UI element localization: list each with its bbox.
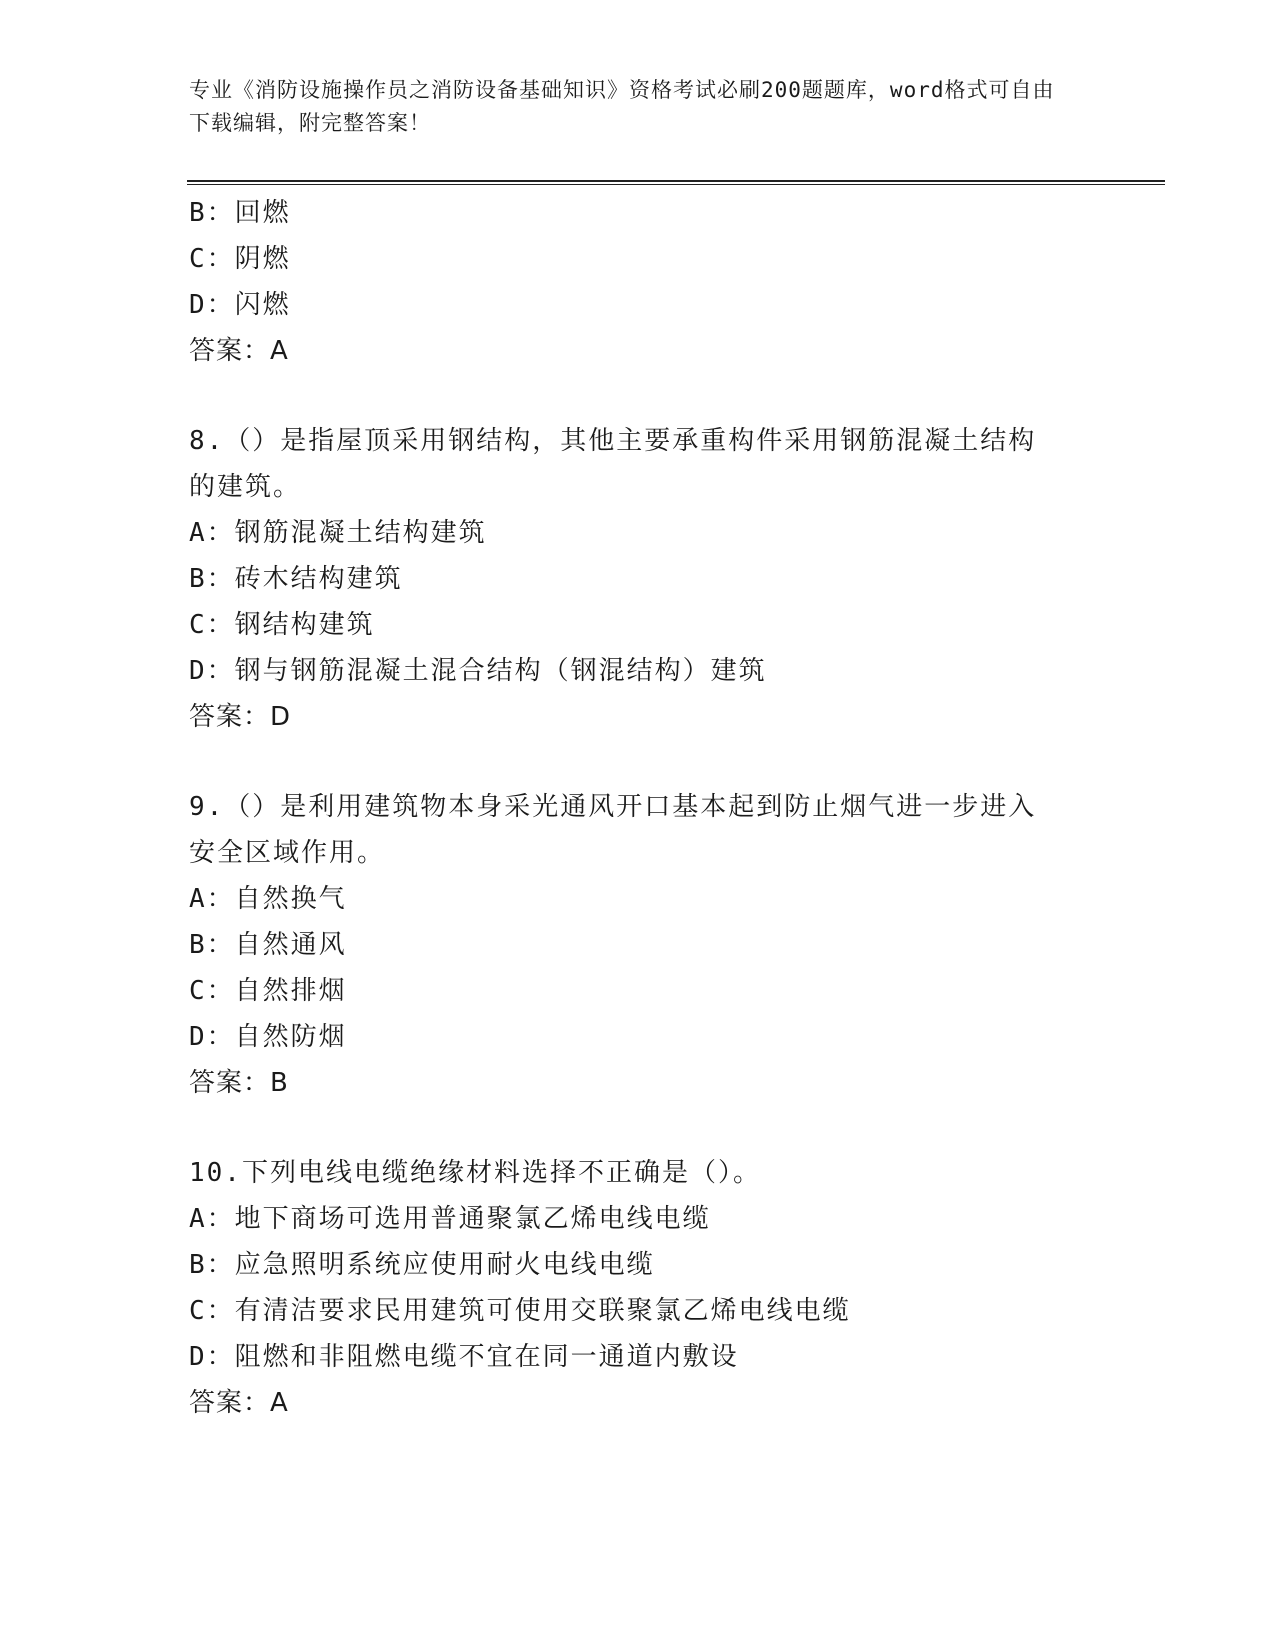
question-stem-line-2: 的建筑。 — [189, 472, 302, 502]
option-b: B：自然通风 — [189, 930, 347, 960]
option-b: B：回燃 — [189, 198, 291, 228]
question-stem-line-1: 10.下列电线电缆绝缘材料选择不正确是（）。 — [189, 1158, 761, 1188]
spacer — [189, 374, 1069, 418]
option-a: A：地下商场可选用普通聚氯乙烯电线电缆 — [189, 1204, 711, 1234]
question-block-carryover — [189, 190, 1069, 374]
question-stem-line-1: 8.（）是指屋顶采用钢结构，其他主要承重构件采用钢筋混凝土结构 — [189, 426, 1037, 456]
question-block-9 — [189, 784, 1069, 1106]
option-d: D：钢与钢筋混凝土混合结构（钢混结构）建筑 — [189, 656, 767, 686]
option-b: B：砖木结构建筑 — [189, 564, 403, 594]
header-rule-thin — [187, 184, 1165, 185]
question-stem-line-1: 9.（）是利用建筑物本身采光通风开口基本起到防止烟气进一步进入 — [189, 792, 1037, 822]
question-block-8 — [189, 418, 1069, 740]
header-rule-thick — [187, 180, 1165, 182]
question-content — [189, 190, 1069, 1426]
option-a: A：钢筋混凝土结构建筑 — [189, 518, 487, 548]
answer-line: 答案：A — [189, 1388, 289, 1418]
spacer — [189, 740, 1069, 784]
question-block-10 — [189, 1150, 1069, 1426]
spacer — [189, 1106, 1069, 1150]
answer-line: 答案：A — [189, 336, 289, 366]
option-c: C：阴燃 — [189, 244, 291, 274]
option-d: D：闪燃 — [189, 290, 291, 320]
option-a: A：自然换气 — [189, 884, 347, 914]
option-c: C：钢结构建筑 — [189, 610, 375, 640]
header-text: 专业《消防设施操作员之消防设备基础知识》资格考试必刷200题题库，word格式可自由下载编辑，附完整答案！ — [189, 78, 1055, 135]
option-d: D：自然防烟 — [189, 1022, 347, 1052]
answer-line: 答案：B — [189, 1068, 289, 1098]
answer-line: 答案：D — [189, 702, 292, 732]
option-c: C：有清洁要求民用建筑可使用交联聚氯乙烯电线电缆 — [189, 1296, 851, 1326]
document-header — [189, 74, 1069, 140]
option-c: C：自然排烟 — [189, 976, 347, 1006]
option-b: B：应急照明系统应使用耐火电线电缆 — [189, 1250, 655, 1280]
option-d: D：阻燃和非阻燃电缆不宜在同一通道内敷设 — [189, 1342, 739, 1372]
question-stem-line-2: 安全区域作用。 — [189, 838, 386, 868]
